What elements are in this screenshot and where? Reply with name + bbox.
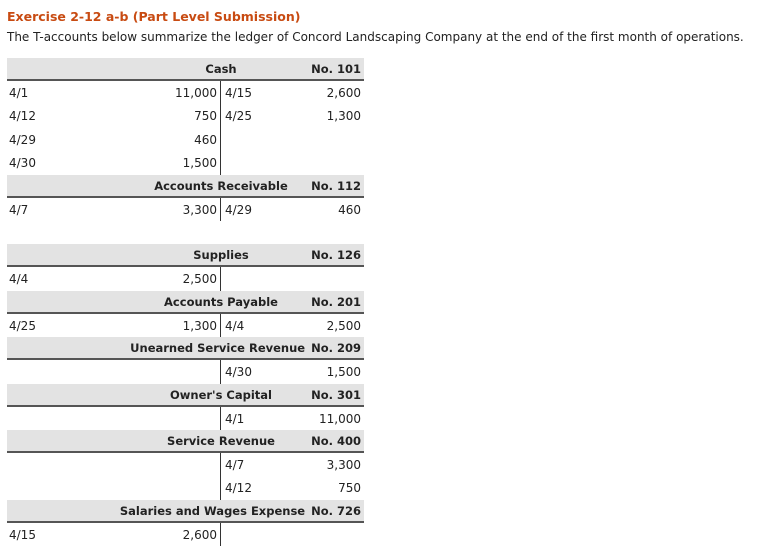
debit-amount: 1,500 [182, 156, 217, 171]
debit-date: 4/7 [9, 202, 29, 217]
t-account-divider [220, 128, 221, 151]
ledger-row [7, 453, 364, 476]
t-account-divider [220, 81, 221, 104]
account-name: Supplies [193, 248, 249, 263]
account-name: Owner's Capital [169, 387, 272, 402]
t-account-divider [220, 198, 221, 221]
account-header [7, 291, 364, 314]
ledger-row [7, 151, 364, 174]
credit-date: 4/4 [225, 318, 245, 333]
ledger-row [7, 407, 364, 430]
account-header [7, 244, 364, 267]
credit-amount: 750 [338, 481, 361, 496]
credit-date: 4/29 [225, 202, 252, 217]
account-header [7, 500, 364, 523]
ledger-row [7, 267, 364, 290]
t-account-divider [220, 104, 221, 127]
credit-amount: 2,500 [326, 318, 361, 333]
credit-date: 4/25 [225, 109, 252, 124]
t-account-divider [220, 314, 221, 337]
account-number: No. 112 [311, 178, 361, 193]
credit-date: 4/1 [225, 411, 245, 426]
debit-amount: 1,300 [182, 318, 217, 333]
ledger-row [7, 476, 364, 499]
credit-date: 4/15 [225, 86, 252, 100]
account-number: No. 126 [311, 248, 361, 263]
t-account-divider [220, 407, 221, 430]
debit-amount: 11,000 [175, 86, 217, 100]
account-number: No. 726 [311, 503, 361, 518]
account-name: Accounts Payable [164, 294, 278, 309]
ledger-row [7, 128, 364, 151]
account-name: Salaries and Wages Expense [119, 503, 306, 518]
exercise-title: Exercise 2-12 a-b (Part Level Submission) [7, 9, 301, 24]
account-header [7, 175, 364, 198]
account-header [7, 58, 364, 81]
account-number: No. 400 [311, 433, 361, 448]
account-header [7, 430, 364, 453]
debit-date: 4/15 [9, 527, 36, 542]
debit-date: 4/12 [9, 109, 36, 124]
account-number: No. 201 [311, 294, 361, 309]
t-account-divider [220, 267, 221, 290]
credit-amount: 2,600 [326, 86, 361, 100]
t-account-divider [220, 523, 221, 546]
t-account-divider [220, 453, 221, 476]
account-name: Cash [205, 62, 237, 76]
debit-date: 4/25 [9, 318, 36, 333]
intro-text: The T-accounts below summarize the ledger of Concord Landscaping Company at the end of the first month of operations. [7, 30, 744, 44]
account-number: No. 209 [311, 341, 361, 356]
debit-amount: 460 [194, 132, 217, 147]
ledger-row [7, 198, 364, 221]
debit-amount: 2,600 [182, 527, 217, 542]
debit-amount: 750 [194, 109, 217, 124]
credit-date: 4/30 [225, 365, 252, 380]
account-name: Service Revenue [167, 433, 275, 448]
ledger [7, 58, 364, 546]
account-number: No. 301 [311, 387, 361, 402]
credit-amount: 1,300 [326, 109, 361, 124]
credit-amount: 460 [338, 202, 361, 217]
debit-date: 4/30 [9, 156, 36, 171]
credit-amount: 1,500 [326, 365, 361, 380]
account-header [7, 337, 364, 360]
ledger-row [7, 360, 364, 383]
credit-date: 4/7 [225, 457, 245, 472]
t-account-divider [220, 151, 221, 174]
credit-date: 4/12 [225, 481, 252, 496]
account-number: No. 101 [311, 62, 361, 76]
account-name: Accounts Receivable [154, 178, 288, 193]
credit-amount: 3,300 [326, 457, 361, 472]
ledger-row [7, 221, 364, 244]
debit-date: 4/4 [9, 272, 29, 287]
t-account-divider [220, 476, 221, 499]
debit-date: 4/29 [9, 132, 36, 147]
ledger-row [7, 104, 364, 127]
ledger-row [7, 314, 364, 337]
debit-date: 4/1 [9, 86, 29, 100]
credit-amount: 11,000 [319, 411, 361, 426]
account-name: Unearned Service Revenue [130, 341, 306, 356]
ledger-row [7, 523, 364, 546]
debit-amount: 2,500 [182, 272, 217, 287]
account-header [7, 384, 364, 407]
ledger-row [7, 81, 364, 104]
debit-amount: 3,300 [182, 202, 217, 217]
t-account-divider [220, 360, 221, 383]
